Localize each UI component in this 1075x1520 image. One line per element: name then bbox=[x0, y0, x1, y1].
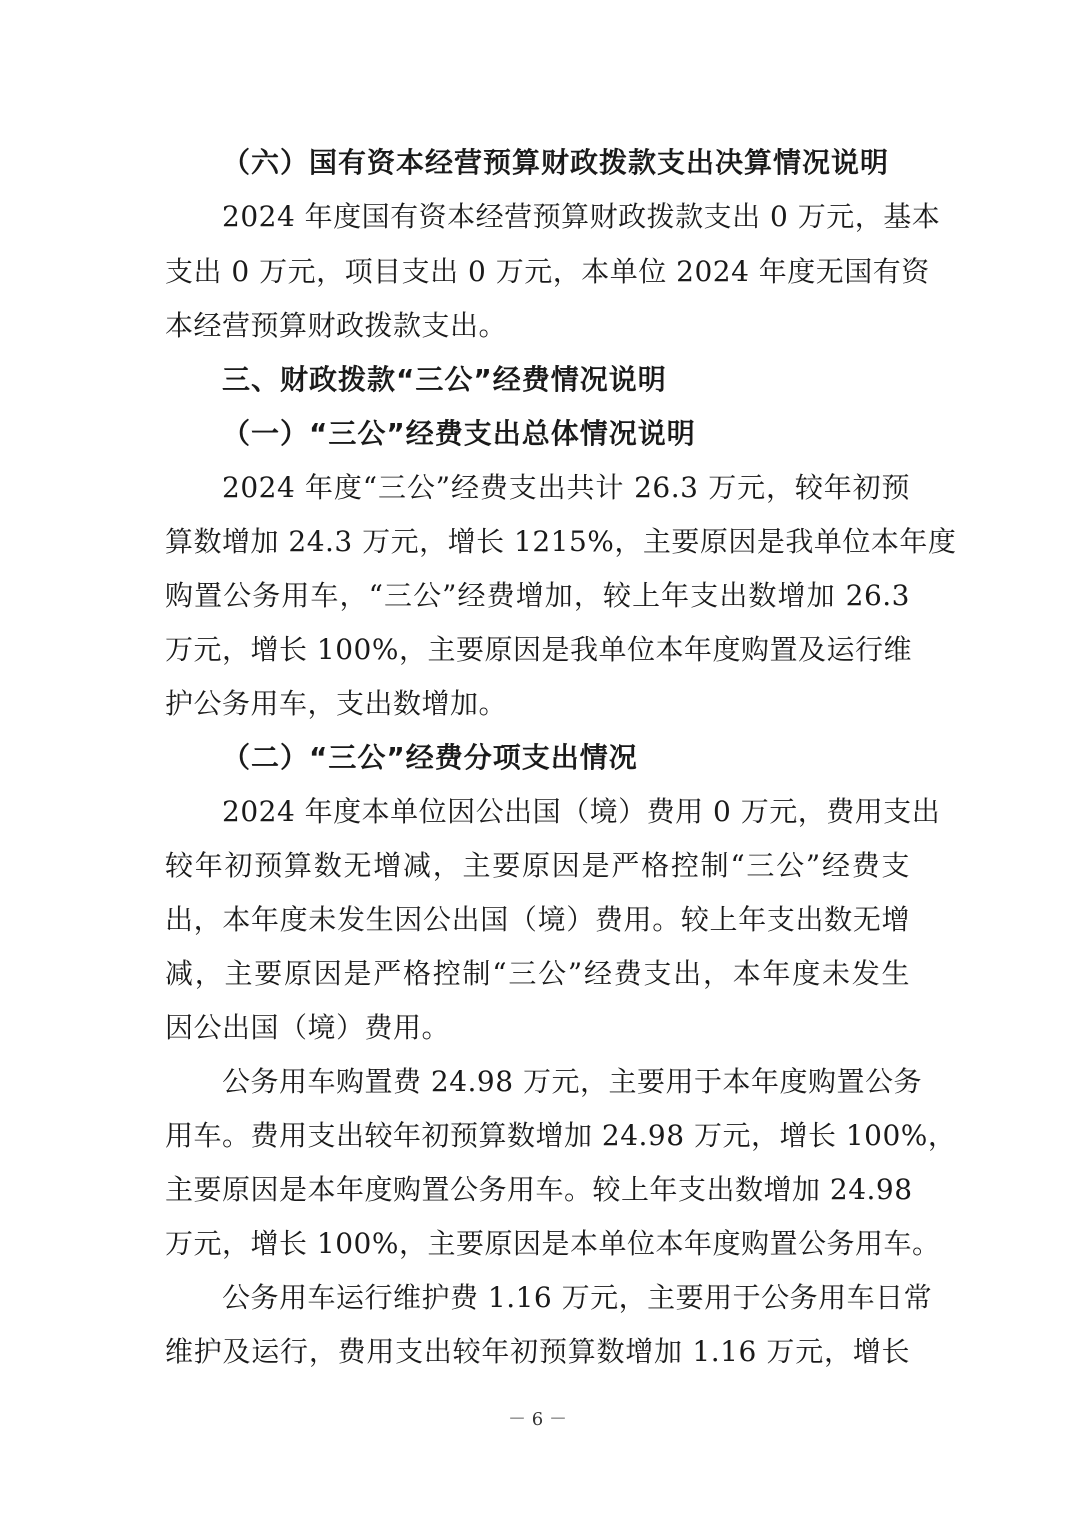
paragraph-line: 出，本年度未发生因公出国（境）费用。较上年支出数无增 bbox=[165, 903, 910, 936]
paragraph-line: 万元，增长 100%，主要原因是本单位本年度购置公务用车。 bbox=[165, 1227, 941, 1260]
paragraph-line: 护公务用车，支出数增加。 bbox=[165, 687, 508, 720]
paragraph-line: 2024 年度“三公”经费支出共计 26.3 万元，较年初预 bbox=[222, 471, 910, 504]
paragraph-line: 减，主要原因是严格控制“三公”经费支出，本年度未发生 bbox=[165, 957, 910, 990]
page-number: － 6 － bbox=[508, 1409, 567, 1430]
paragraph-line: 因公出国（境）费用。 bbox=[165, 1011, 451, 1044]
paragraph-line: 2024 年度本单位因公出国（境）费用 0 万元，费用支出 bbox=[222, 795, 941, 828]
paragraph-line: 公务用车购置费 24.98 万元，主要用于本年度购置公务 bbox=[222, 1065, 922, 1098]
paragraph-line: 2024 年度国有资本经营预算财政拨款支出 0 万元，基本 bbox=[222, 200, 941, 233]
subsection-heading-itemized: （二）“三公”经费分项支出情况 bbox=[222, 741, 638, 774]
paragraph-line: 主要原因是本年度购置公务用车。较上年支出数增加 24.98 bbox=[165, 1173, 913, 1206]
part-heading-three-public: 三、财政拨款“三公”经费情况说明 bbox=[222, 363, 667, 396]
paragraph-line: 支出 0 万元，项目支出 0 万元，本单位 2024 年度无国有资 bbox=[165, 255, 930, 288]
paragraph-line: 用车。费用支出较年初预算数增加 24.98 万元，增长 100%， bbox=[165, 1119, 957, 1152]
paragraph-line: 维护及运行，费用支出较年初预算数增加 1.16 万元，增长 bbox=[165, 1335, 910, 1368]
section-heading-state-capital: （六）国有资本经营预算财政拨款支出决算情况说明 bbox=[222, 146, 890, 179]
paragraph-line: 算数增加 24.3 万元，增长 1215%，主要原因是我单位本年度 bbox=[165, 525, 957, 558]
subsection-heading-overall: （一）“三公”经费支出总体情况说明 bbox=[222, 417, 696, 450]
paragraph-line: 公务用车运行维护费 1.16 万元，主要用于公务用车日常 bbox=[222, 1281, 933, 1314]
paragraph-line: 本经营预算财政拨款支出。 bbox=[165, 309, 508, 342]
paragraph-line: 较年初预算数无增减，主要原因是严格控制“三公”经费支 bbox=[165, 849, 910, 882]
paragraph-line: 万元，增长 100%，主要原因是我单位本年度购置及运行维 bbox=[165, 633, 912, 666]
paragraph-line: 购置公务用车，“三公”经费增加，较上年支出数增加 26.3 bbox=[165, 579, 910, 612]
